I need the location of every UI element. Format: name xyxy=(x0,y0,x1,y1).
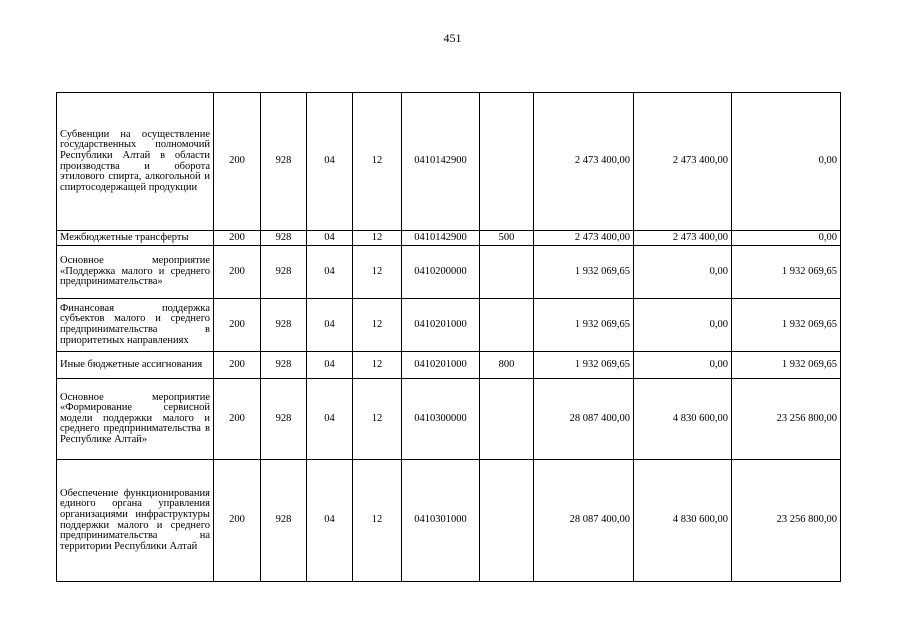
budget-table xyxy=(56,92,841,582)
cell-csr: 0410201000 xyxy=(402,299,480,352)
cell-code: 928 xyxy=(261,379,307,460)
cell-code: 928 xyxy=(261,460,307,582)
cell-vr xyxy=(480,246,534,299)
cell-code: 928 xyxy=(261,93,307,231)
cell-csr: 0410142900 xyxy=(402,231,480,246)
cell-pr: 12 xyxy=(353,379,402,460)
cell-grbs: 200 xyxy=(214,246,261,299)
cell-code: 928 xyxy=(261,231,307,246)
cell-vr xyxy=(480,460,534,582)
cell-rz: 04 xyxy=(307,379,353,460)
cell-grbs: 200 xyxy=(214,93,261,231)
cell-pr: 12 xyxy=(353,246,402,299)
cell-grbs: 200 xyxy=(214,299,261,352)
cell-sum-reg: 23 256 800,00 xyxy=(732,379,841,460)
cell-grbs: 200 xyxy=(214,231,261,246)
table-row xyxy=(57,246,841,299)
cell-sum-fed: 4 830 600,00 xyxy=(634,460,732,582)
cell-sum-total: 1 932 069,65 xyxy=(534,299,634,352)
cell-grbs: 200 xyxy=(214,379,261,460)
cell-name: Субвенции на осуществление государственных полномочий Республики Алтай в области производства и оборота этилового спирта, алкогольной и спиртосодержащей продукции xyxy=(57,93,214,231)
cell-sum-fed: 2 473 400,00 xyxy=(634,231,732,246)
cell-name: Межбюджетные трансферты xyxy=(57,231,214,246)
cell-sum-total: 1 932 069,65 xyxy=(534,352,634,379)
cell-name: Основное мероприятие «Формирование сервисной модели поддержки малого и среднего предпринимательства в Республике Алтай» xyxy=(57,379,214,460)
cell-code: 928 xyxy=(261,246,307,299)
cell-vr xyxy=(480,93,534,231)
cell-sum-reg: 1 932 069,65 xyxy=(732,299,841,352)
table-row xyxy=(57,299,841,352)
cell-csr: 0410142900 xyxy=(402,93,480,231)
cell-sum-reg: 0,00 xyxy=(732,93,841,231)
cell-csr: 0410201000 xyxy=(402,352,480,379)
cell-csr: 0410300000 xyxy=(402,379,480,460)
cell-pr: 12 xyxy=(353,299,402,352)
cell-sum-fed: 2 473 400,00 xyxy=(634,93,732,231)
cell-sum-fed: 0,00 xyxy=(634,352,732,379)
table-row xyxy=(57,460,841,582)
cell-pr: 12 xyxy=(353,352,402,379)
cell-vr xyxy=(480,299,534,352)
cell-sum-total: 2 473 400,00 xyxy=(534,231,634,246)
cell-rz: 04 xyxy=(307,93,353,231)
cell-pr: 12 xyxy=(353,231,402,246)
cell-sum-total: 28 087 400,00 xyxy=(534,460,634,582)
cell-name: Финансовая поддержка субъектов малого и среднего предпринимательства в приоритетных направлениях xyxy=(57,299,214,352)
cell-sum-fed: 0,00 xyxy=(634,299,732,352)
cell-sum-reg: 0,00 xyxy=(732,231,841,246)
cell-grbs: 200 xyxy=(214,460,261,582)
cell-name: Обеспечение функционирования единого органа управления организациями инфраструктуры поддержки малого и среднего предпринимательства на территории Республики Алтай xyxy=(57,460,214,582)
table-row xyxy=(57,93,841,231)
cell-sum-fed: 0,00 xyxy=(634,246,732,299)
cell-sum-total: 28 087 400,00 xyxy=(534,379,634,460)
cell-code: 928 xyxy=(261,352,307,379)
cell-sum-reg: 1 932 069,65 xyxy=(732,246,841,299)
cell-rz: 04 xyxy=(307,231,353,246)
cell-sum-total: 2 473 400,00 xyxy=(534,93,634,231)
cell-pr: 12 xyxy=(353,460,402,582)
cell-csr: 0410200000 xyxy=(402,246,480,299)
cell-grbs: 200 xyxy=(214,352,261,379)
cell-name: Иные бюджетные ассигнования xyxy=(57,352,214,379)
cell-rz: 04 xyxy=(307,246,353,299)
cell-code: 928 xyxy=(261,299,307,352)
cell-sum-fed: 4 830 600,00 xyxy=(634,379,732,460)
table-row xyxy=(57,352,841,379)
cell-vr: 500 xyxy=(480,231,534,246)
cell-vr xyxy=(480,379,534,460)
cell-csr: 0410301000 xyxy=(402,460,480,582)
cell-sum-reg: 23 256 800,00 xyxy=(732,460,841,582)
cell-vr: 800 xyxy=(480,352,534,379)
cell-sum-reg: 1 932 069,65 xyxy=(732,352,841,379)
cell-rz: 04 xyxy=(307,352,353,379)
table-body xyxy=(57,93,841,582)
cell-sum-total: 1 932 069,65 xyxy=(534,246,634,299)
table-row xyxy=(57,379,841,460)
cell-rz: 04 xyxy=(307,460,353,582)
cell-pr: 12 xyxy=(353,93,402,231)
table-row xyxy=(57,231,841,246)
cell-name: Основное мероприятие «Поддержка малого и среднего предпринимательства» xyxy=(57,246,214,299)
cell-rz: 04 xyxy=(307,299,353,352)
page-number: 451 xyxy=(443,31,462,45)
